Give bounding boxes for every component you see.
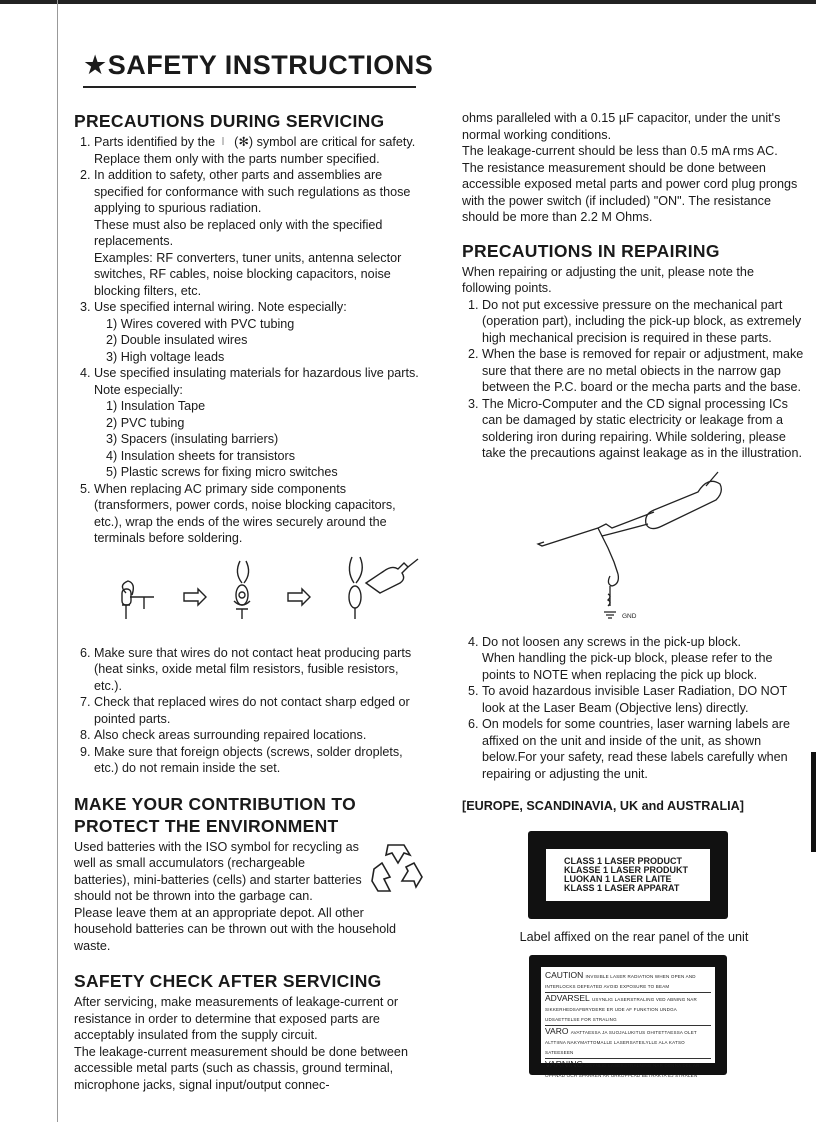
- label-line: KLASS 1 LASER APPARAT: [564, 882, 680, 893]
- servicing-heading: PRECAUTIONS DURING SERVICING: [74, 111, 385, 131]
- page-edge-tab: [811, 752, 816, 852]
- list-item: [94, 645, 424, 695]
- sub-item: 3) High voltage leads: [106, 349, 225, 364]
- item-text: (✻) symbol are critical for safety. Replace them only with the parts number specified.: [94, 135, 416, 166]
- sub-item: 1) Wires covered with PVC tubing: [106, 316, 295, 331]
- warning-word: CAUTION: [545, 970, 584, 980]
- laser-class-label: [528, 831, 728, 919]
- laser-warning-label-text: [541, 967, 715, 1078]
- item-text: Make sure that foreign objects (screws, solder droplets, etc.) do not remain inside the set.: [94, 744, 403, 775]
- warning-row: [545, 1026, 711, 1059]
- list-item: [94, 365, 424, 481]
- warning-row: [545, 1059, 711, 1081]
- hazard-symbol-icon: [219, 134, 231, 151]
- safety-check-text-5: The resistance measurement should be done between accessible exposed metal parts and power cord plug prongs with the power switch (if included) "ON". The resistance should be more than 2.2 M Ohms.: [462, 160, 798, 224]
- item-text: 4. Do not loosen any screws in the pick-up block.: [482, 634, 742, 649]
- list-item: [94, 481, 424, 547]
- list-item: [482, 716, 806, 782]
- environment-heading: MAKE YOUR CONTRIBUTION TO PROTECT THE ENVIRONMENT: [74, 793, 356, 836]
- laser-class-label-text: [546, 849, 710, 901]
- item-text: 4. Use specified insulating materials for hazardous live parts. Note especially:: [94, 366, 419, 397]
- safety-check-text-3: ohms paralleled with a 0.15 µF capacitor, under the unit's normal working conditions.: [462, 111, 781, 142]
- recycle-icon: [370, 841, 422, 897]
- repairing-heading: PRECAUTIONS IN REPAIRING: [462, 240, 720, 261]
- item-text: Also check areas surrounding repaired locations.: [94, 728, 367, 742]
- item-text: 2. In addition to safety, other parts and assemblies are specified for conformance with such regulations as those applying to spurious radiation.: [94, 168, 411, 215]
- warning-word: VARNING: [545, 1059, 584, 1069]
- item-text: When the base is removed for repair or adjustment, make sure that there are no metal obiects in the narrow gap between the P.C. board or the mecha parts and the base.: [482, 347, 804, 394]
- warning-text: USYNLIG LASERSTRALING VED ABNING NAR SIKKERHEDSAFBRYDERE ER UDE AF FUNKTION UNDGA UDSAETTELSE FOR STRALING: [545, 997, 697, 1022]
- item-text: Make sure that wires do not contact heat producing parts (heat sinks, oxide metal film resistors, fusible resistors, etc.).: [94, 645, 412, 693]
- warning-row: [545, 970, 711, 993]
- item-text: When handling the pick-up block, please refer to the points to NOTE when replacing the pick up block.: [482, 651, 773, 682]
- item-text: Check that replaced wires do not contact sharp edged or pointed parts.: [94, 695, 410, 726]
- label-line: CLASS 1 LASER PRODUCT: [564, 855, 683, 866]
- warning-word: VARO: [545, 1026, 569, 1036]
- warning-text: AVATTAESSA JA SUOJALUKITUS OHITETTAESSA OLET ALTTIINA NAKYMATTOMALLE LASERSATEILYLLE ALA KATSO SATEESEEN: [545, 1030, 697, 1055]
- safety-check-text-4: The leakage-current should be less than 0.5 mA rms AC.: [462, 144, 778, 158]
- item-text: 3. Use specified internal wiring. Note especially:: [94, 300, 347, 314]
- region-heading: [EUROPE, SCANDINAVIA, UK and AUSTRALIA]: [462, 799, 744, 813]
- item-text: To avoid hazardous invisible Laser Radiation, DO NOT look at the Laser Beam (Objective lens) directly.: [482, 684, 787, 715]
- item-text: The Micro-Computer and the CD signal processing ICs can be damaged by static electricity or leakage from a soldering iron during repairing. While soldering, please take the precautions against leakage as in the illustration.: [482, 396, 802, 460]
- laser-warning-label: [529, 955, 727, 1078]
- label-caption: Label affixed on the rear panel of the unit: [519, 929, 749, 944]
- left-column: [74, 110, 424, 1093]
- soldering-iron-illustration: [462, 466, 806, 628]
- servicing-list-continued: [74, 645, 424, 777]
- sub-item: 4) Insulation sheets for transistors: [106, 448, 295, 463]
- sub-item: 3) Spacers (insulating barriers): [106, 432, 279, 446]
- safety-check-text-2: The leakage-current measurement should be done between accessible metal parts (such as chassis, ground terminal, microphone jacks, signal input/output connec-: [74, 1044, 408, 1092]
- list-item: [482, 346, 806, 396]
- sub-item: 2) Double insulated wires: [106, 333, 248, 347]
- list-item: [94, 299, 424, 365]
- right-column: [462, 110, 806, 1078]
- repairing-intro: When repairing or adjusting the unit, please note the following points.: [462, 264, 754, 295]
- warning-word: ADVARSEL: [545, 993, 590, 1003]
- safety-check-heading: SAFETY CHECK AFTER SERVICING: [74, 971, 382, 991]
- item-text: These must also be replaced only with the specified replacements.: [94, 217, 383, 248]
- list-item: [94, 727, 424, 744]
- list-item: [482, 634, 806, 684]
- label-line: KLASSE 1 LASER PRODUKT: [564, 864, 689, 875]
- list-item: [94, 167, 424, 299]
- wire-wrapping-illustration: [74, 553, 424, 637]
- list-item: [94, 694, 424, 727]
- environment-text-1: Used batteries with the ISO symbol for recycling as well as small accumulators (rechargeable batteries), mini-batteries (cells) and starter batteries should not be thrown into the garbage can.: [74, 839, 362, 903]
- list-item: [482, 683, 806, 716]
- item-text: Examples: RF converters, tuner units, antenna selector switches, RF cables, noise blocking capacitors, noise blocking filters, etc.: [94, 250, 402, 298]
- list-item: [94, 744, 424, 777]
- soldering-iron-icon: [462, 466, 806, 628]
- item-text: When replacing AC primary side components (transformers, power cords, noise blocking capacitors, etc.), wrap the ends of the wires securely around the terminals before soldering.: [94, 481, 396, 545]
- warning-text: INVISIBLE LASER RADIATION WHEN OPEN AND INTERLOCKS DEFEATED AVOID EXPOSURE TO BEAM: [545, 974, 696, 989]
- list-item: [482, 297, 806, 347]
- gnd-label: GND: [622, 612, 637, 620]
- item-text: Parts identified by the: [94, 135, 216, 149]
- repairing-list-continued: [462, 634, 806, 783]
- item-text: Do not put excessive pressure on the mechanical part (operation part), including the pick-up block, as extremely high mechanical precision is required in these parts.: [482, 297, 802, 345]
- top-border: [0, 0, 816, 4]
- repairing-list: [462, 297, 806, 462]
- sub-item: 5) Plastic screws for fixing micro switches: [106, 465, 338, 479]
- label-line: LUOKAN 1 LASER LAITE: [564, 873, 672, 884]
- sub-item: 2) PVC tubing: [106, 415, 185, 430]
- wire-wrap-steps-icon: [74, 553, 424, 637]
- servicing-list: [74, 134, 424, 547]
- list-item: [94, 134, 424, 167]
- warning-text: OSYNLIG LASERSTRALNING NAR DENNA DEL AR OPPNAD OCH SPARREN AR URKOPPLAD BETRAKTA EJ STRALEN: [545, 1063, 700, 1078]
- title-underline: [83, 86, 416, 88]
- warning-row: [545, 993, 711, 1026]
- list-item: [482, 396, 806, 462]
- item-text: On models for some countries, laser warning labels are affixed on the unit and inside of the unit, as shown below.For your safety, read these labels carefully when repairing or adjusting the unit.: [482, 717, 790, 781]
- binding-margin-line: [57, 0, 58, 1122]
- sub-item: 1) Insulation Tape: [106, 399, 206, 413]
- safety-check-text-1: After servicing, make measurements of leakage-current or resistance in order to determine that exposed parts are acceptably insulated from the supply circuit.: [74, 995, 399, 1042]
- environment-text-2: Please leave them at an appropriate depot. All other household batteries can be thrown out with the household waste.: [74, 905, 397, 953]
- page-title: ★SAFETY INSTRUCTIONS: [83, 50, 434, 80]
